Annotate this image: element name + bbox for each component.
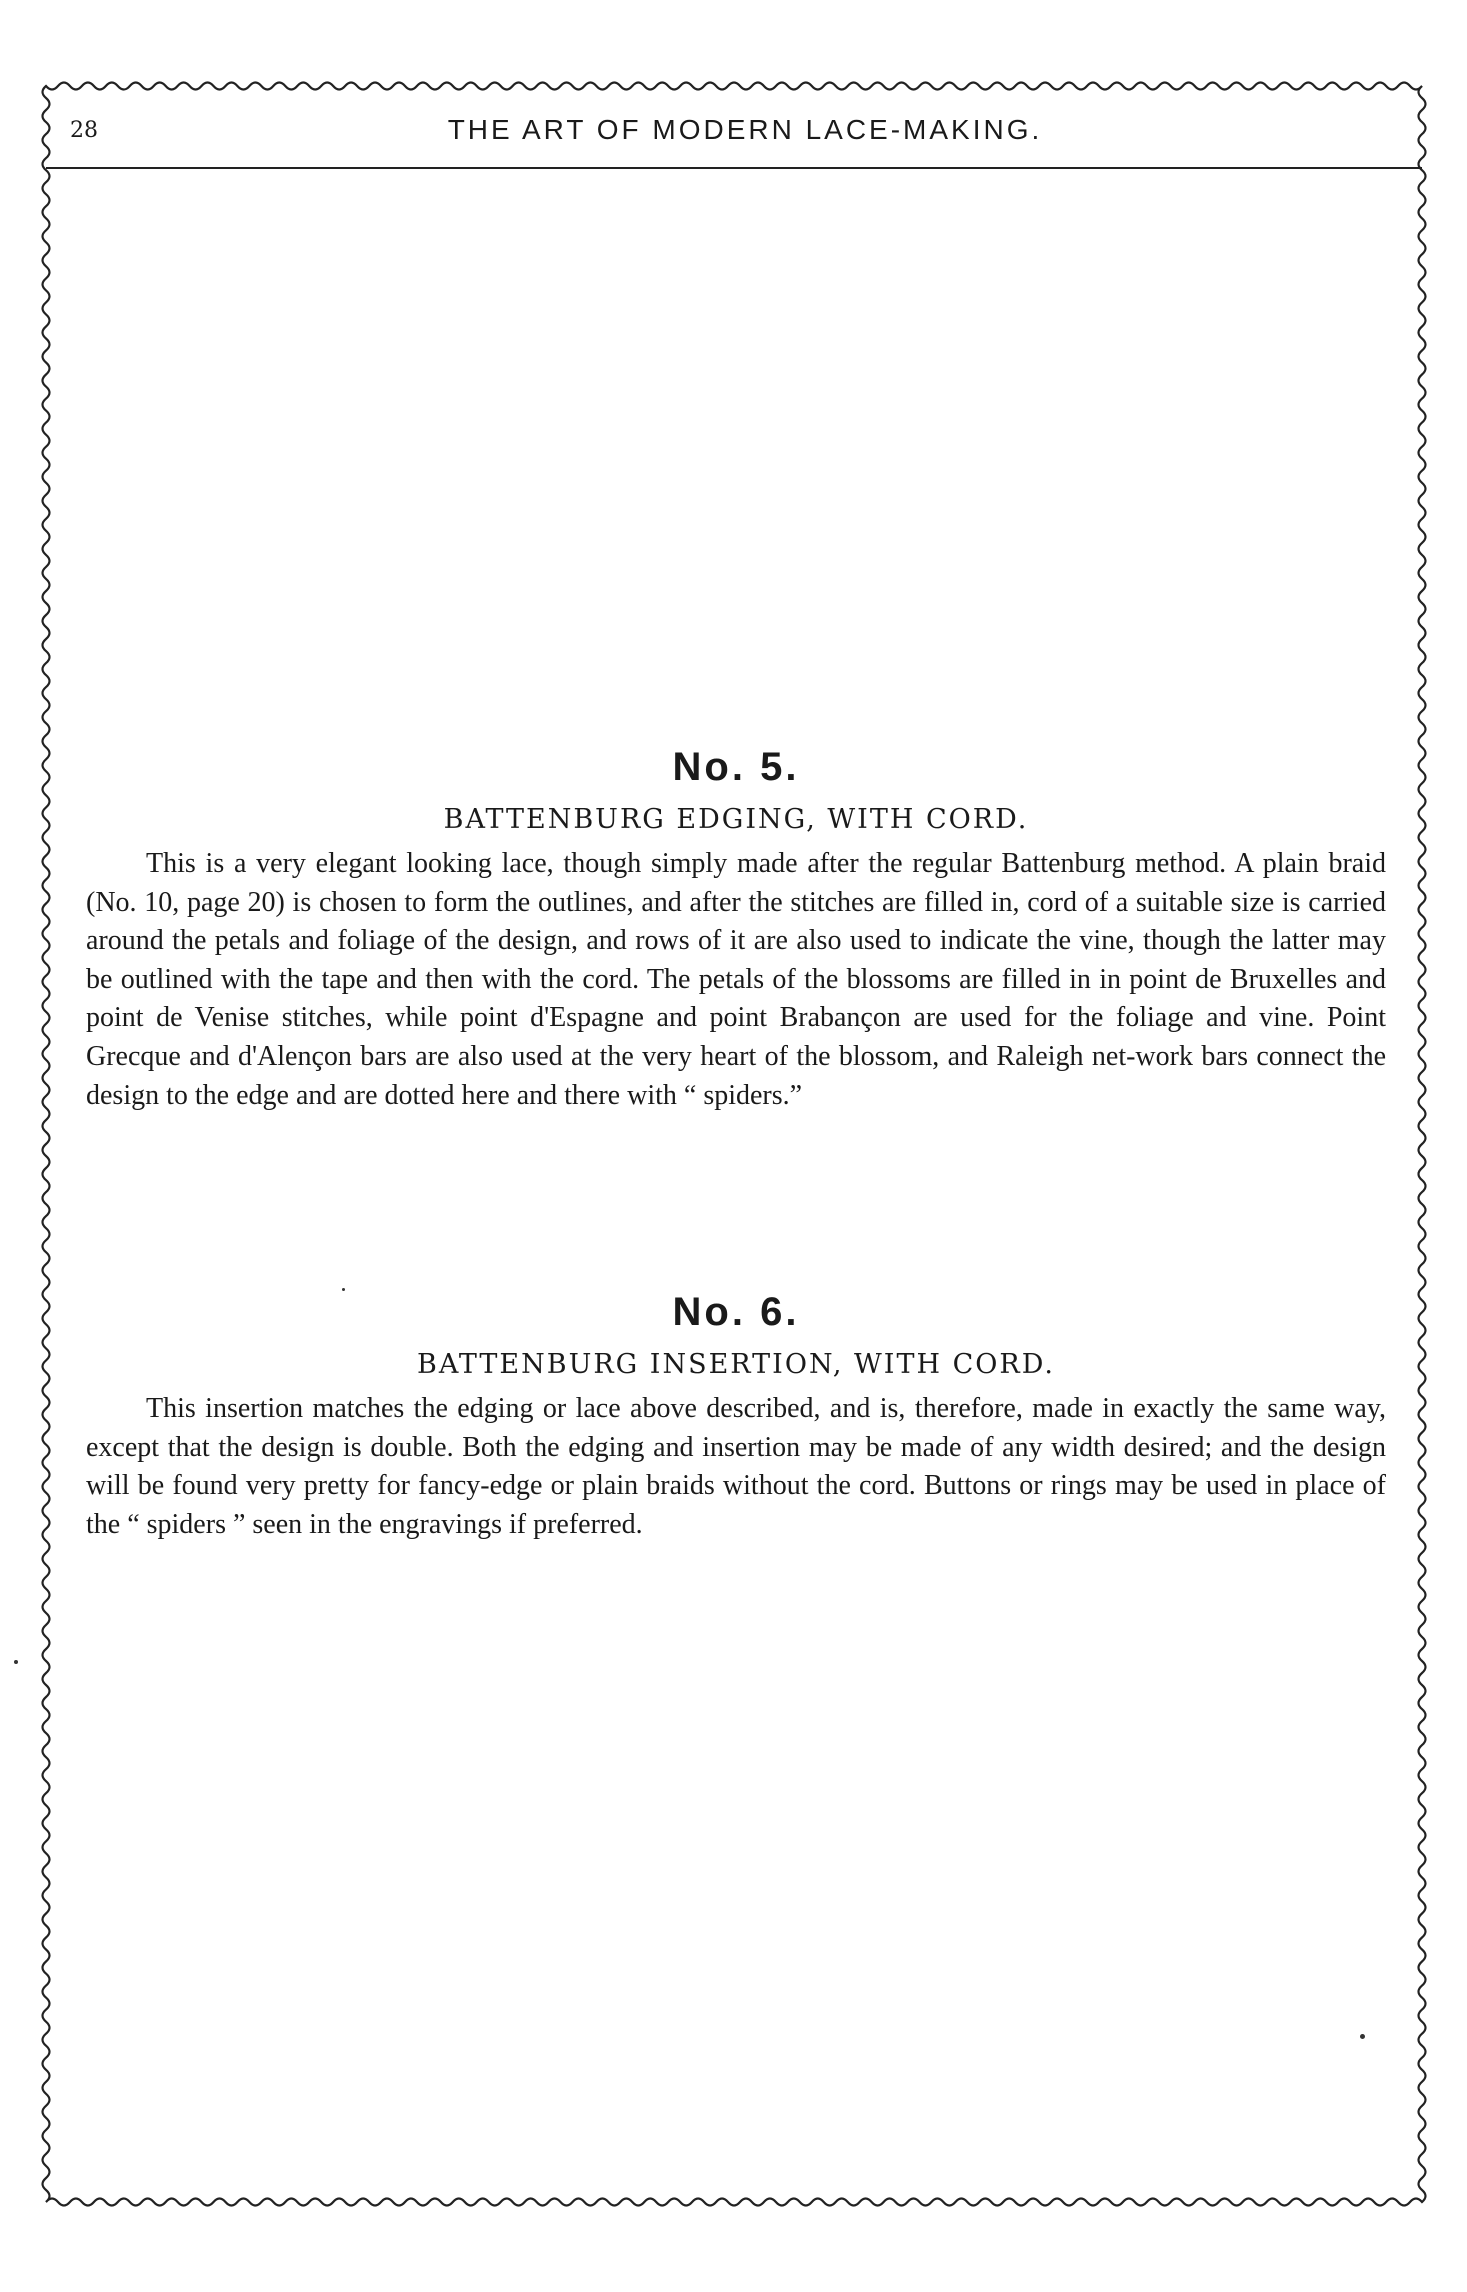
section-body: This is a very elegant looking lace, though simply made after the regular Battenburg method. A plain braid (No. 10, page 20) is chosen to form the outlines, and after the stitches are filled in, cord of a suitable size is carried around the petals and foliage of the design, and rows of it are also used to indicate the vine, though the latter may be outlined with the tape and then with the cord. The petals of the blossoms are filled in in point de Bruxelles and point de Venise stitches, while point d'Espagne and point Brabançon are used for the foliage and vine. Point Grecque and d'Alençon bars are also used at the very heart of the blossom, and Raleigh net-work bars connect the design to the edge and are dotted here and there with “ spiders.” xyxy=(86,848,1386,1111)
running-head xyxy=(70,112,1420,152)
section-number: No. 5. xyxy=(672,745,800,789)
ink-speck xyxy=(14,1660,18,1664)
section-no-5 xyxy=(86,745,1386,1115)
section-number: No. 6. xyxy=(672,1290,800,1334)
ink-speck xyxy=(1360,2034,1365,2039)
section-body: This insertion matches the edging or lace above described, and is, therefore, made in exactly the same way, except that the design is double. Both the edging and insertion may be made of any width desired; and the design will be found very pretty for fancy-edge or plain braids without the cord. Buttons or rings may be used in place of the “ spiders ” seen in the engravings if preferred. xyxy=(86,1393,1386,1540)
ink-speck xyxy=(342,1288,345,1291)
section-title: BATTENBURG EDGING, WITH CORD. xyxy=(443,804,1029,835)
page-number: 28 xyxy=(70,118,98,143)
section-title: BATTENBURG INSERTION, WITH CORD. xyxy=(417,1349,1055,1380)
page-title: THE ART OF MODERN LACE-MAKING. xyxy=(447,114,1043,145)
section-no-6 xyxy=(86,1290,1386,1544)
